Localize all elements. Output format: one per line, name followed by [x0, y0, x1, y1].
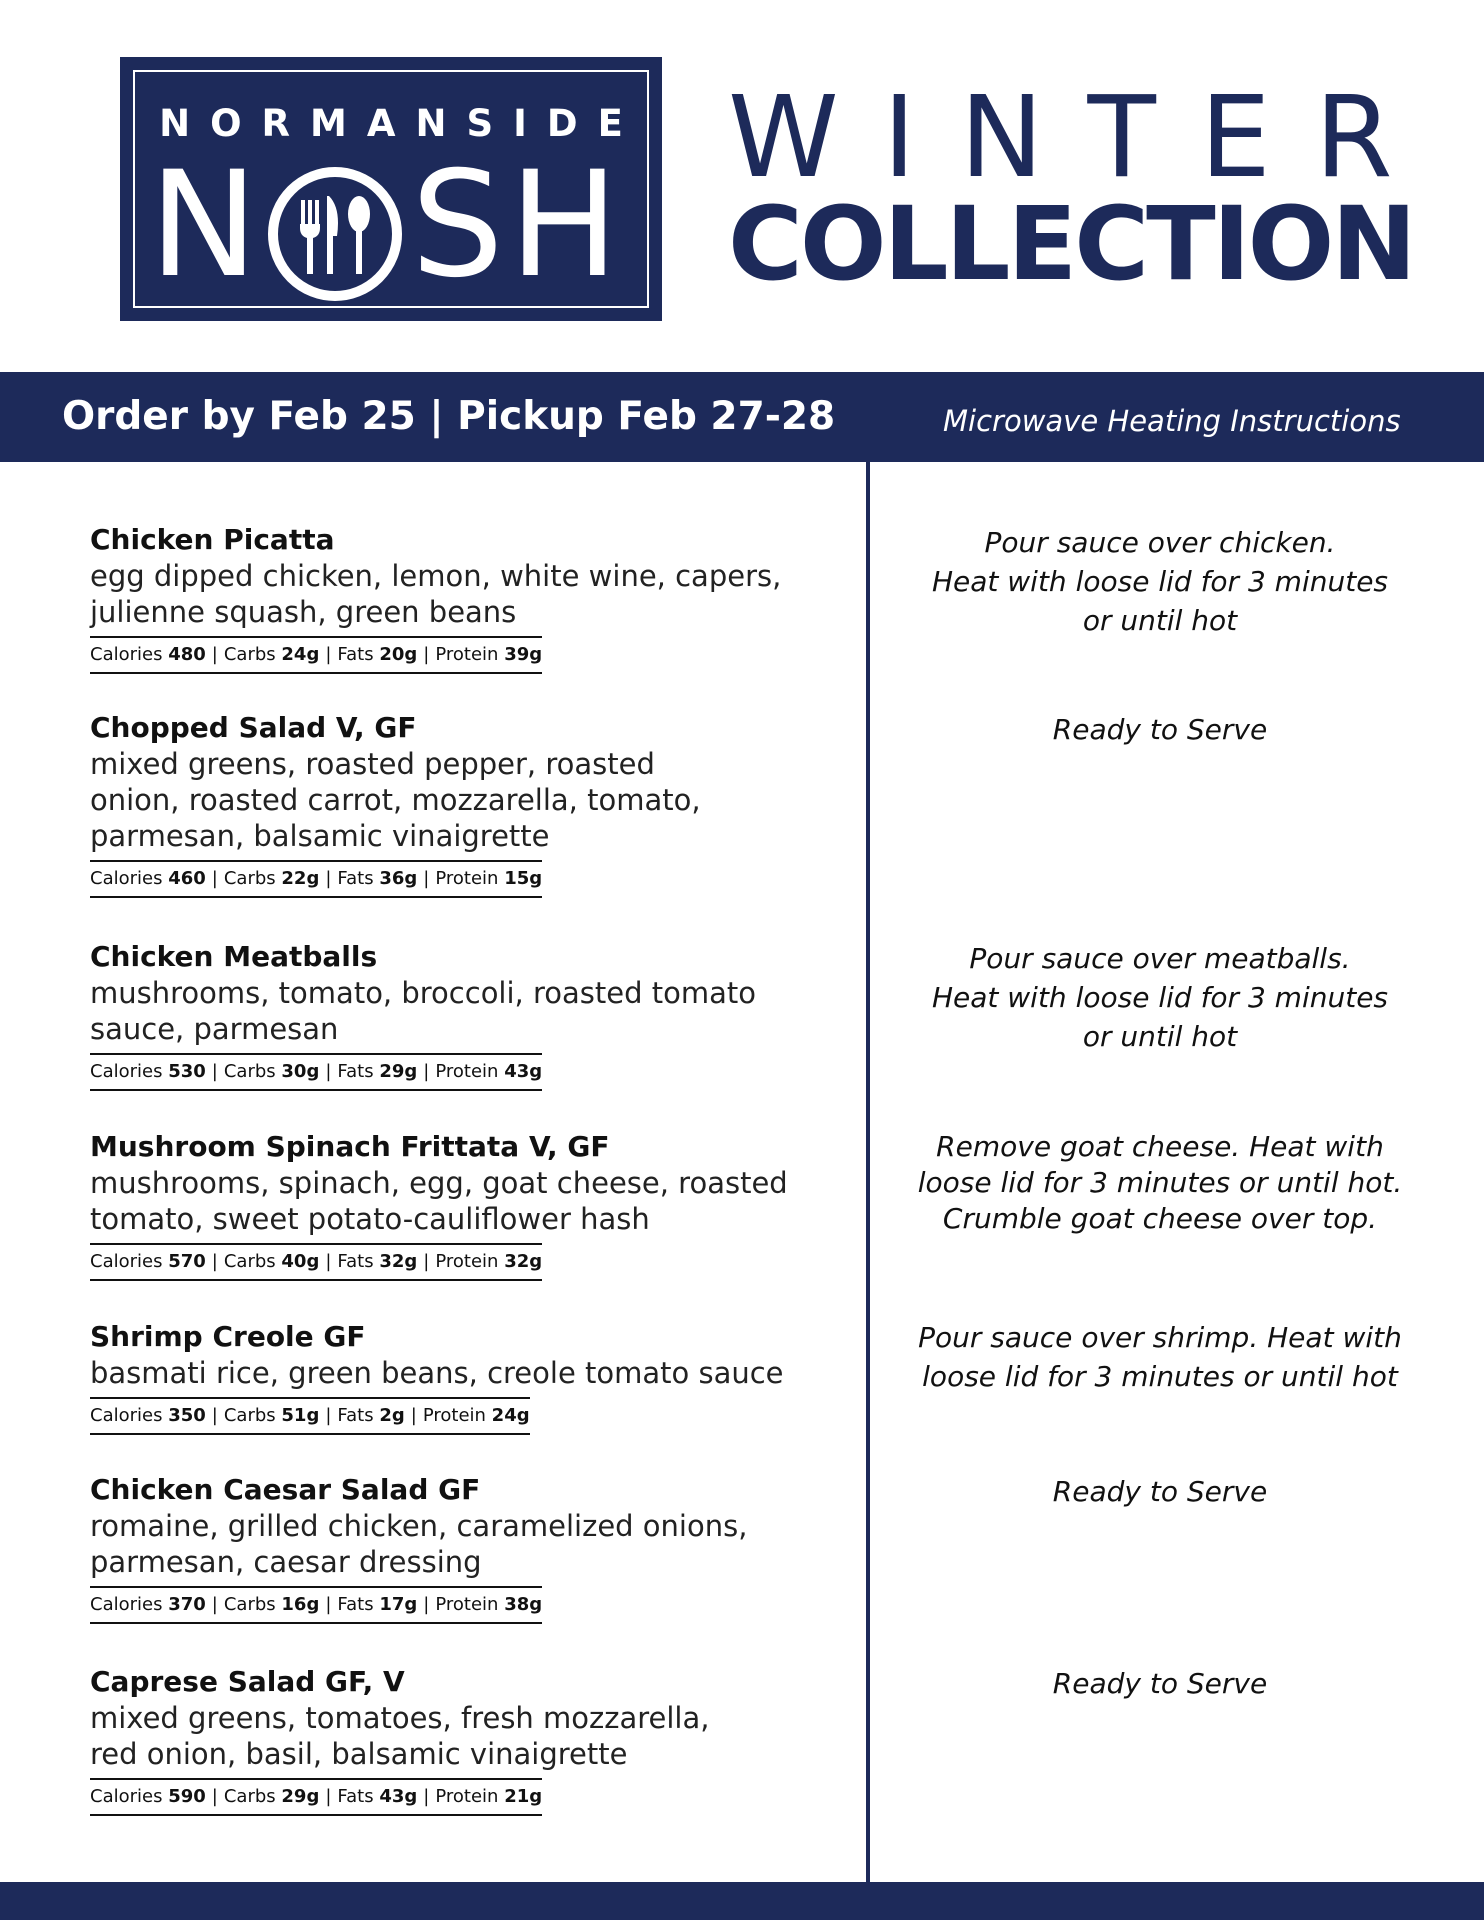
instruction-line: Ready to Serve	[1052, 1667, 1268, 1700]
protein-label: Protein	[435, 1061, 499, 1082]
heating-instructions	[900, 1129, 1420, 1237]
logo-frame	[133, 70, 649, 308]
plate-utensils-icon	[267, 166, 403, 302]
instruction-line: Pour sauce over chicken.	[984, 526, 1336, 559]
description-line: mixed greens, roasted pepper, roasted	[90, 747, 655, 781]
instruction-line: Remove goat cheese. Heat with	[936, 1130, 1384, 1163]
description-line: julienne squash, green beans	[90, 595, 517, 629]
carbs-label: Carbs	[223, 1061, 276, 1082]
protein-label: Protein	[435, 1786, 499, 1807]
calories-label: Calories	[90, 868, 163, 889]
description-line: romaine, grilled chicken, caramelized onions,	[90, 1509, 748, 1543]
calories-value: 530	[168, 1061, 206, 1082]
heating-instructions	[900, 1318, 1420, 1396]
instruction-line: Ready to Serve	[1052, 1475, 1268, 1508]
menu-item	[90, 1129, 790, 1281]
fats-value: 43g	[379, 1786, 418, 1807]
item-name: Chicken Meatballs	[90, 940, 378, 973]
calories-label: Calories	[90, 644, 163, 665]
instruction-line: loose lid for 3 minutes or until hot	[922, 1360, 1398, 1393]
fats-label: Fats	[337, 1786, 374, 1807]
nutrition-facts: Calories 590 | Carbs 29g | Fats 43g | Protein 21g	[90, 1778, 542, 1816]
protein-label: Protein	[435, 868, 499, 889]
logo-letter-h: H	[509, 140, 619, 310]
item-name: Chicken Caesar Salad GF	[90, 1473, 481, 1506]
fats-label: Fats	[337, 644, 374, 665]
item-description	[90, 1508, 790, 1580]
item-description	[90, 1355, 790, 1391]
nutrition-facts: Calories 570 | Carbs 40g | Fats 32g | Protein 32g	[90, 1243, 542, 1281]
description-line: mushrooms, tomato, broccoli, roasted tomato	[90, 976, 756, 1010]
calories-label: Calories	[90, 1251, 163, 1272]
fats-value: 2g	[379, 1405, 405, 1426]
fats-value: 20g	[379, 644, 418, 665]
instruction-line: Ready to Serve	[1052, 713, 1268, 746]
brand-logo	[120, 57, 662, 321]
nutrition-facts: Calories 480 | Carbs 24g | Fats 20g | Protein 39g	[90, 636, 542, 674]
logo-letter-s: S	[411, 140, 504, 310]
calories-value: 570	[168, 1251, 206, 1272]
carbs-value: 16g	[281, 1594, 320, 1615]
instruction-line: Pour sauce over meatballs.	[969, 942, 1351, 975]
description-line: red onion, basil, balsamic vinaigrette	[90, 1737, 628, 1771]
calories-value: 350	[168, 1405, 206, 1426]
fats-value: 36g	[379, 868, 418, 889]
carbs-label: Carbs	[223, 1594, 276, 1615]
item-description	[90, 746, 790, 854]
carbs-value: 30g	[281, 1061, 320, 1082]
logo-wordmark	[149, 140, 639, 312]
nutrition-facts: Calories 460 | Carbs 22g | Fats 36g | Protein 15g	[90, 860, 542, 898]
carbs-value: 22g	[281, 868, 320, 889]
protein-value: 24g	[491, 1405, 530, 1426]
calories-value: 370	[168, 1594, 206, 1615]
carbs-value: 51g	[281, 1405, 320, 1426]
heating-instructions	[900, 523, 1420, 640]
item-name: Mushroom Spinach Frittata V, GF	[90, 1130, 610, 1163]
description-line: onion, roasted carrot, mozzarella, tomato,	[90, 783, 701, 817]
description-line: egg dipped chicken, lemon, white wine, capers,	[90, 559, 782, 593]
heating-instructions	[900, 710, 1420, 749]
order-banner	[0, 372, 1484, 462]
fats-value: 32g	[379, 1251, 418, 1272]
description-line: parmesan, balsamic vinaigrette	[90, 819, 550, 853]
fats-label: Fats	[337, 1594, 374, 1615]
protein-label: Protein	[435, 1251, 499, 1272]
protein-value: 38g	[504, 1594, 543, 1615]
instruction-line: loose lid for 3 minutes or until hot.	[917, 1166, 1403, 1199]
calories-value: 480	[168, 644, 206, 665]
fats-label: Fats	[337, 1405, 374, 1426]
fats-label: Fats	[337, 1251, 374, 1272]
protein-value: 15g	[504, 868, 543, 889]
description-line: mixed greens, tomatoes, fresh mozzarella,	[90, 1701, 710, 1735]
heating-instructions	[900, 1664, 1420, 1703]
heating-instructions	[900, 1472, 1420, 1511]
nutrition-facts: Calories 530 | Carbs 30g | Fats 29g | Protein 43g	[90, 1053, 542, 1091]
fats-label: Fats	[337, 868, 374, 889]
order-pickup-dates: Order by Feb 25 | Pickup Feb 27-28	[62, 394, 836, 439]
carbs-value: 40g	[281, 1251, 320, 1272]
item-description	[90, 1700, 790, 1772]
protein-value: 21g	[504, 1786, 543, 1807]
item-description	[90, 1165, 790, 1237]
instruction-line: Crumble goat cheese over top.	[942, 1202, 1378, 1235]
menu-item	[90, 1664, 790, 1816]
menu-item	[90, 939, 790, 1091]
nutrition-facts: Calories 370 | Carbs 16g | Fats 17g | Protein 38g	[90, 1586, 542, 1624]
protein-label: Protein	[435, 644, 499, 665]
protein-value: 32g	[504, 1251, 543, 1272]
carbs-label: Carbs	[223, 1405, 276, 1426]
carbs-label: Carbs	[223, 868, 276, 889]
calories-label: Calories	[90, 1061, 163, 1082]
description-line: sauce, parmesan	[90, 1012, 339, 1046]
protein-label: Protein	[422, 1405, 486, 1426]
description-line: mushrooms, spinach, egg, goat cheese, roasted	[90, 1166, 788, 1200]
fats-label: Fats	[337, 1061, 374, 1082]
carbs-label: Carbs	[223, 644, 276, 665]
protein-value: 39g	[504, 644, 543, 665]
instruction-line: Heat with loose lid for 3 minutes	[931, 981, 1389, 1014]
menu-item	[90, 710, 790, 898]
calories-value: 460	[168, 868, 206, 889]
protein-label: Protein	[435, 1594, 499, 1615]
calories-label: Calories	[90, 1405, 163, 1426]
menu-item	[90, 1319, 790, 1435]
item-name: Caprese Salad GF, V	[90, 1665, 405, 1698]
menu-item	[90, 1472, 790, 1624]
carbs-value: 29g	[281, 1786, 320, 1807]
instruction-line: or until hot	[1082, 604, 1238, 637]
heating-instructions	[900, 939, 1420, 1056]
calories-label: Calories	[90, 1594, 163, 1615]
column-divider	[866, 462, 870, 1882]
fats-value: 29g	[379, 1061, 418, 1082]
item-name: Chopped Salad V, GF	[90, 711, 417, 744]
item-name: Chicken Picatta	[90, 523, 335, 556]
item-name: Shrimp Creole GF	[90, 1320, 366, 1353]
carbs-label: Carbs	[223, 1251, 276, 1272]
item-description	[90, 558, 790, 630]
calories-label: Calories	[90, 1786, 163, 1807]
description-line: tomato, sweet potato-cauliflower hash	[90, 1202, 650, 1236]
instruction-line: or until hot	[1082, 1020, 1238, 1053]
nutrition-facts: Calories 350 | Carbs 51g | Fats 2g | Protein 24g	[90, 1397, 530, 1435]
instruction-line: Pour sauce over shrimp. Heat with	[918, 1321, 1402, 1354]
description-line: basmati rice, green beans, creole tomato sauce	[90, 1356, 784, 1390]
fats-value: 17g	[379, 1594, 418, 1615]
carbs-value: 24g	[281, 644, 320, 665]
footer-bar	[0, 1882, 1484, 1920]
instructions-heading: Microwave Heating Instructions	[943, 404, 1401, 438]
description-line: parmesan, caesar dressing	[90, 1545, 482, 1579]
calories-value: 590	[168, 1786, 206, 1807]
carbs-label: Carbs	[223, 1786, 276, 1807]
logo-top-text: NORMANSIDE	[159, 102, 643, 145]
title-collection: COLLECTION	[728, 185, 1414, 304]
protein-value: 43g	[504, 1061, 543, 1082]
item-description	[90, 975, 790, 1047]
logo-letter-n: N	[149, 140, 259, 310]
menu-item	[90, 522, 790, 674]
title-winter: WINTER	[728, 73, 1437, 203]
instruction-line: Heat with loose lid for 3 minutes	[931, 565, 1389, 598]
